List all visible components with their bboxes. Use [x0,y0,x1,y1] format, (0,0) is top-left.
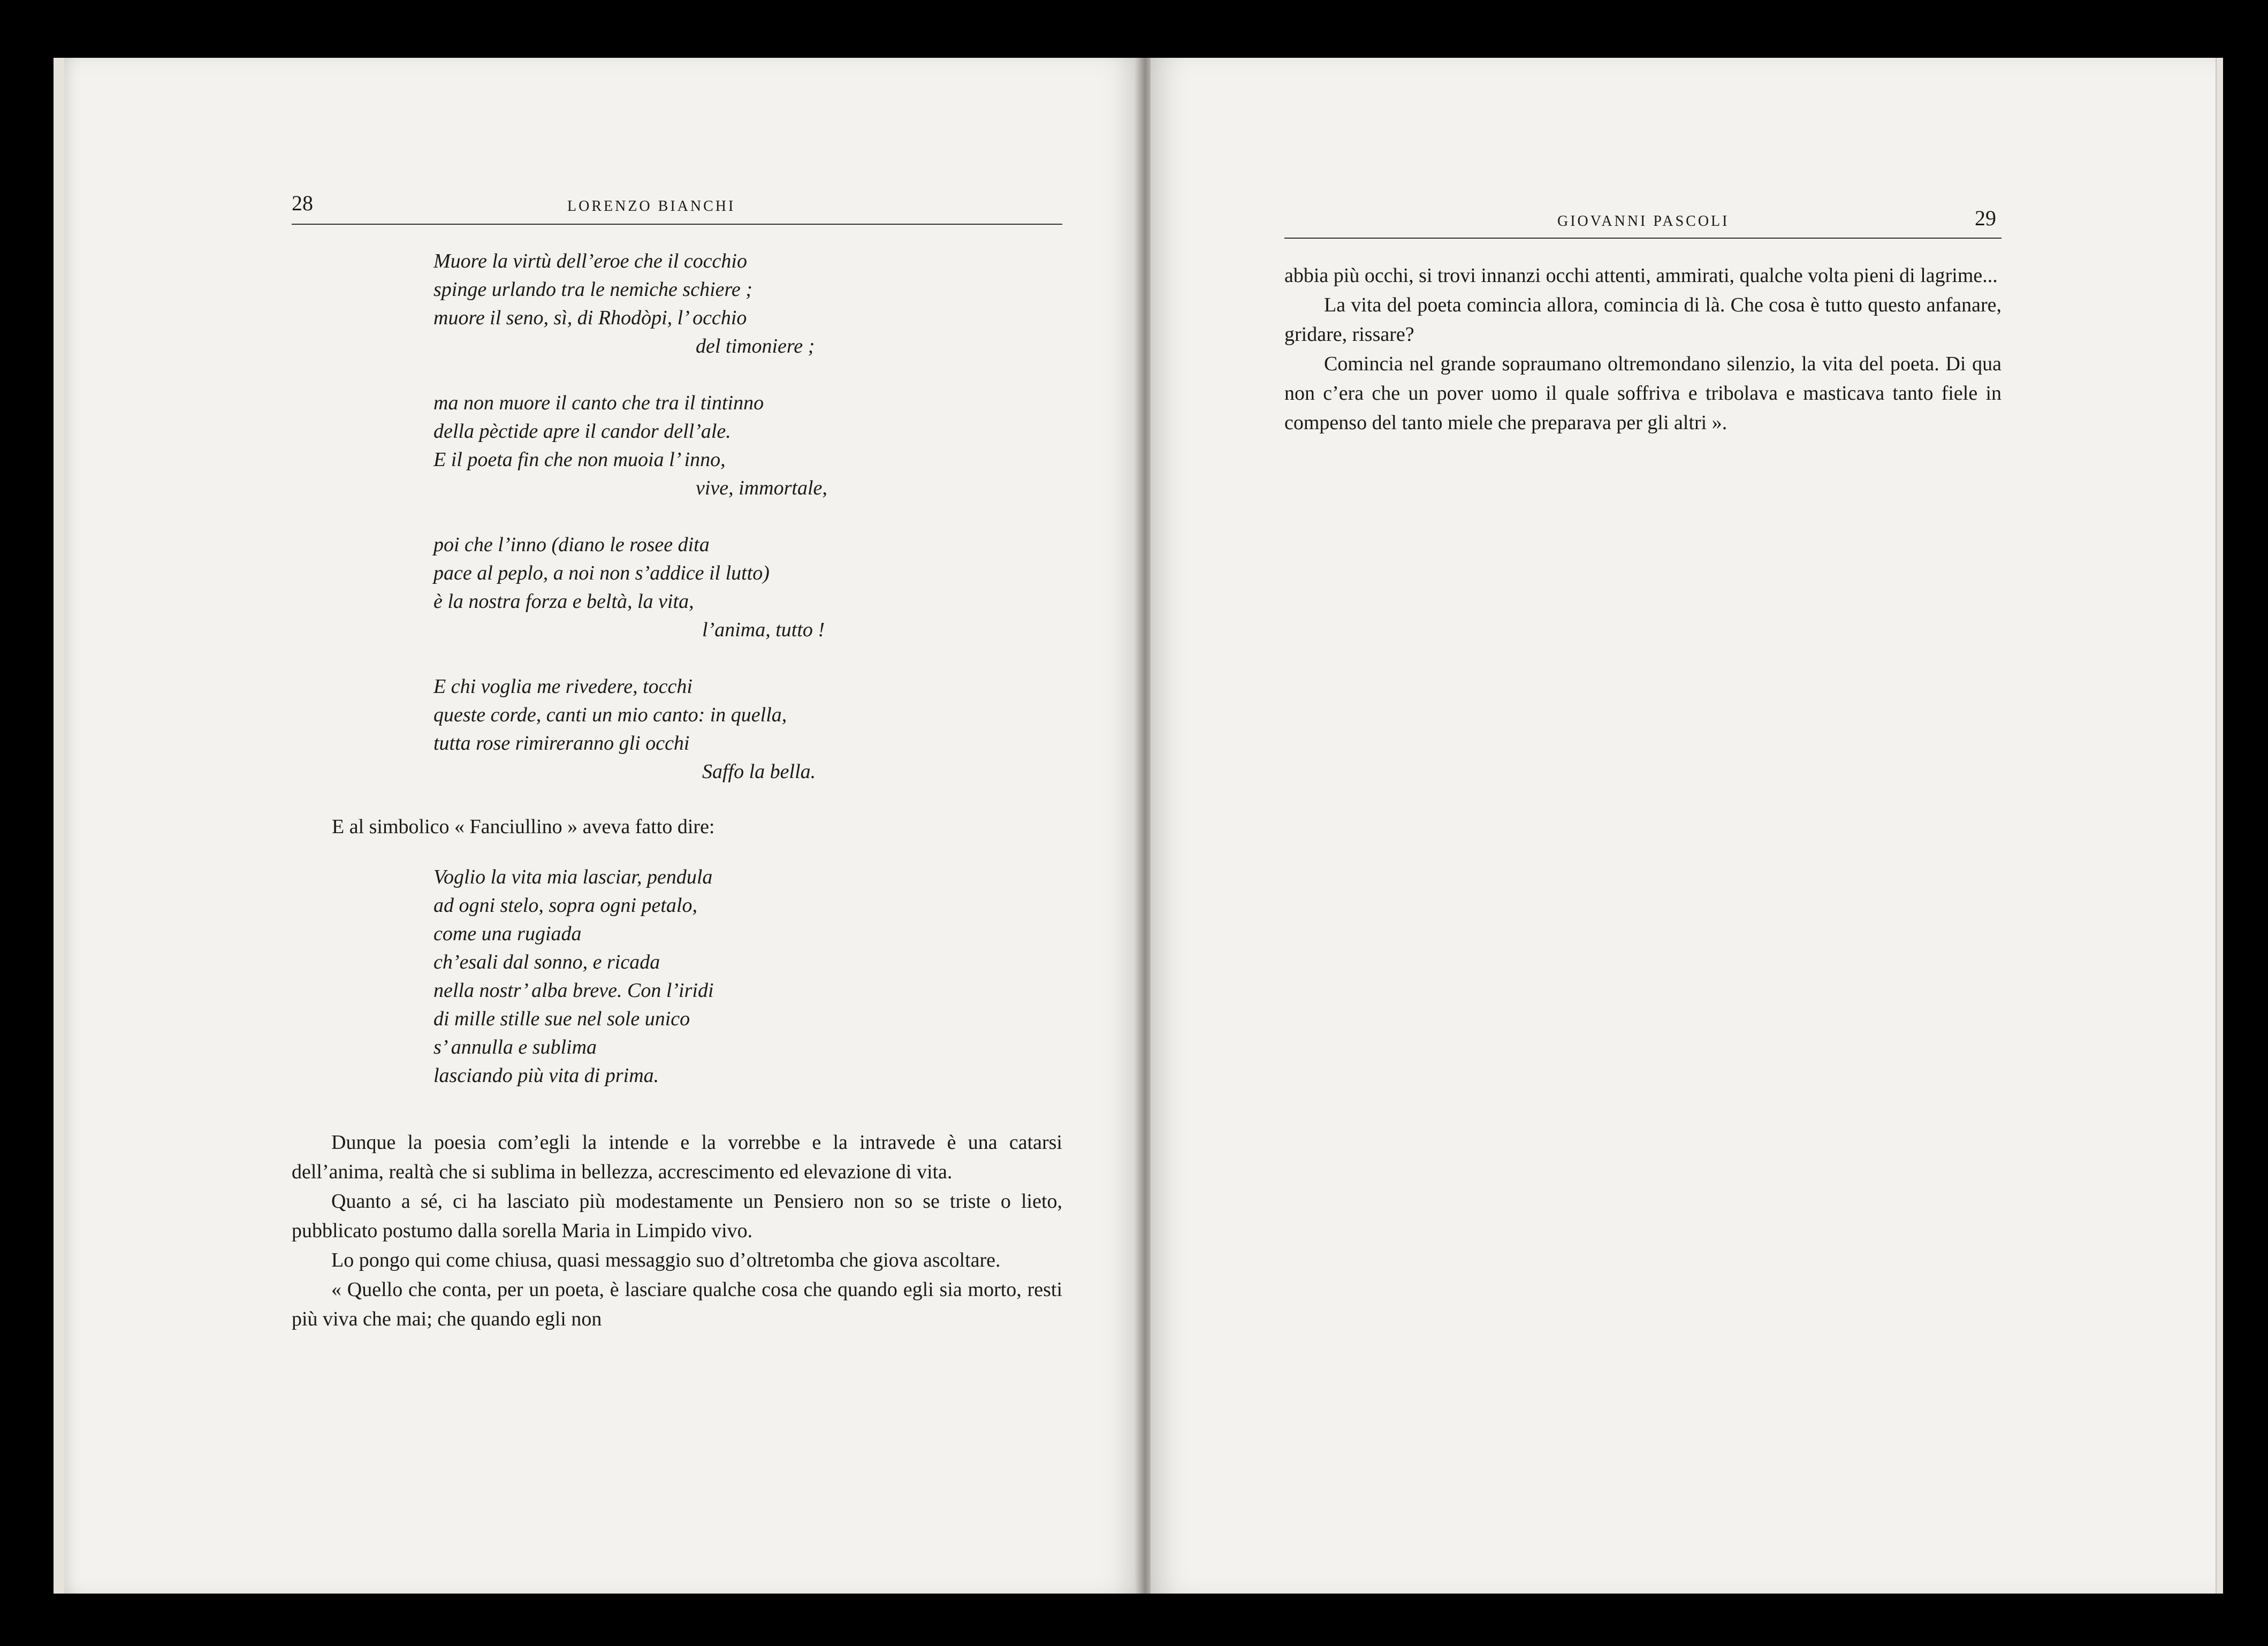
poem-line: queste corde, canti un mio canto: in quella, [433,704,787,726]
left-page-edge [54,58,65,1594]
poem-line: pace al peplo, a noi non s’addice il lutto) [433,562,770,584]
poem-line: ch’esali dal sonno, e ricada [433,951,660,973]
poem-line: s’ annulla e sublima [433,1036,597,1058]
poem-line: ma non muore il canto che tra il tintinno [433,392,764,414]
poem-line: come una rugiada [433,923,582,945]
poem-line: ad ogni stelo, sopra ogni petalo, [433,894,697,917]
poem-line: tutta rose rimireranno gli occhi [433,732,690,755]
poem-saffo [433,247,827,814]
header-rule [292,224,1062,225]
poem-line: l’anima, tutto ! [702,619,825,641]
intro-line: E al simbolico « Fanciullino » aveva fatto dire: [332,816,715,838]
poem-line: della pèctide apre il candor dell’ale. [433,420,731,443]
poem-line: è la nostra forza e beltà, la vita, [433,590,694,613]
poem-line: spinge urlando tra le nemiche schiere ; [433,278,752,301]
poem-line: vive, immortale, [696,477,827,499]
poem-line: nella nostr’ alba breve. Con l’iridi [433,979,714,1002]
poem-line: di mille stille sue nel sole unico [433,1008,690,1030]
poem-line: E chi voglia me rivedere, tocchi [433,675,692,698]
poem-line: lasciando più vita di prima. [433,1064,659,1087]
poem-line: Saffo la bella. [702,760,816,783]
page-number: 29 [1975,206,1996,230]
poem-line: muore il seno, sì, di Rhodòpi, l’ occhio [433,307,747,329]
right-page-edge [2216,58,2223,1594]
paragraph: Comincia nel grande sopraumano oltremondano silenzio, la vita del poeta. Di qua non c’era che un pover uomo il quale soffriva e tribolava e masticava tanto fiele in compenso del tanto miele che preparava per gli altri ». [1284,353,2001,434]
page-number: 28 [292,191,313,215]
poem-line: Muore la virtù dell’eroe che il cocchio [433,250,747,272]
running-head: GIOVANNI PASCOLI [1557,213,1730,230]
paragraph: La vita del poeta comincia allora, comincia di là. Che cosa è tutto questo anfanare, gridare, rissare? [1284,294,2001,346]
paragraph: Lo pongo qui come chiusa, quasi messaggio suo d’oltretomba che giova ascoltare. [331,1249,1001,1271]
paragraph: Quanto a sé, ci ha lasciato più modestamente un Pensiero non so se triste o lieto, pubblicato postumo dalla sorella Maria in Limpido vivo. [292,1190,1062,1242]
stanza [433,247,827,361]
left-page [64,58,1140,1594]
poem-fanciullino [433,863,714,1090]
poem-line: poi che l’inno (diano le rosee dita [433,534,710,556]
right-page [1151,58,2216,1594]
stanza [433,531,827,644]
running-head: LORENZO BIANCHI [567,198,736,215]
body-text [292,1128,1062,1334]
poem-line: E il poeta fin che non muoia l’ inno, [433,448,726,471]
poem-line: del timoniere ; [696,335,815,357]
paragraph: « Quello che conta, per un poeta, è lasciare qualche cosa che quando egli sia morto, resti più viva che mai; che quando egli non [292,1278,1062,1330]
paragraph: Dunque la poesia com’egli la intende e la vorrebbe e la intravede è una catarsi dell’anima, realtà che si sublima in bellezza, accrescimento ed elevazione di vita. [292,1131,1062,1183]
paragraph: abbia più occhi, si trovi innanzi occhi attenti, ammirati, qualche volta pieni di lagrime... [1284,264,1998,287]
header-rule [1284,238,2001,239]
stanza [433,389,827,502]
poem-line: Voglio la vita mia lasciar, pendula [433,866,713,888]
stanza [433,673,827,786]
body-text [1284,261,2001,438]
